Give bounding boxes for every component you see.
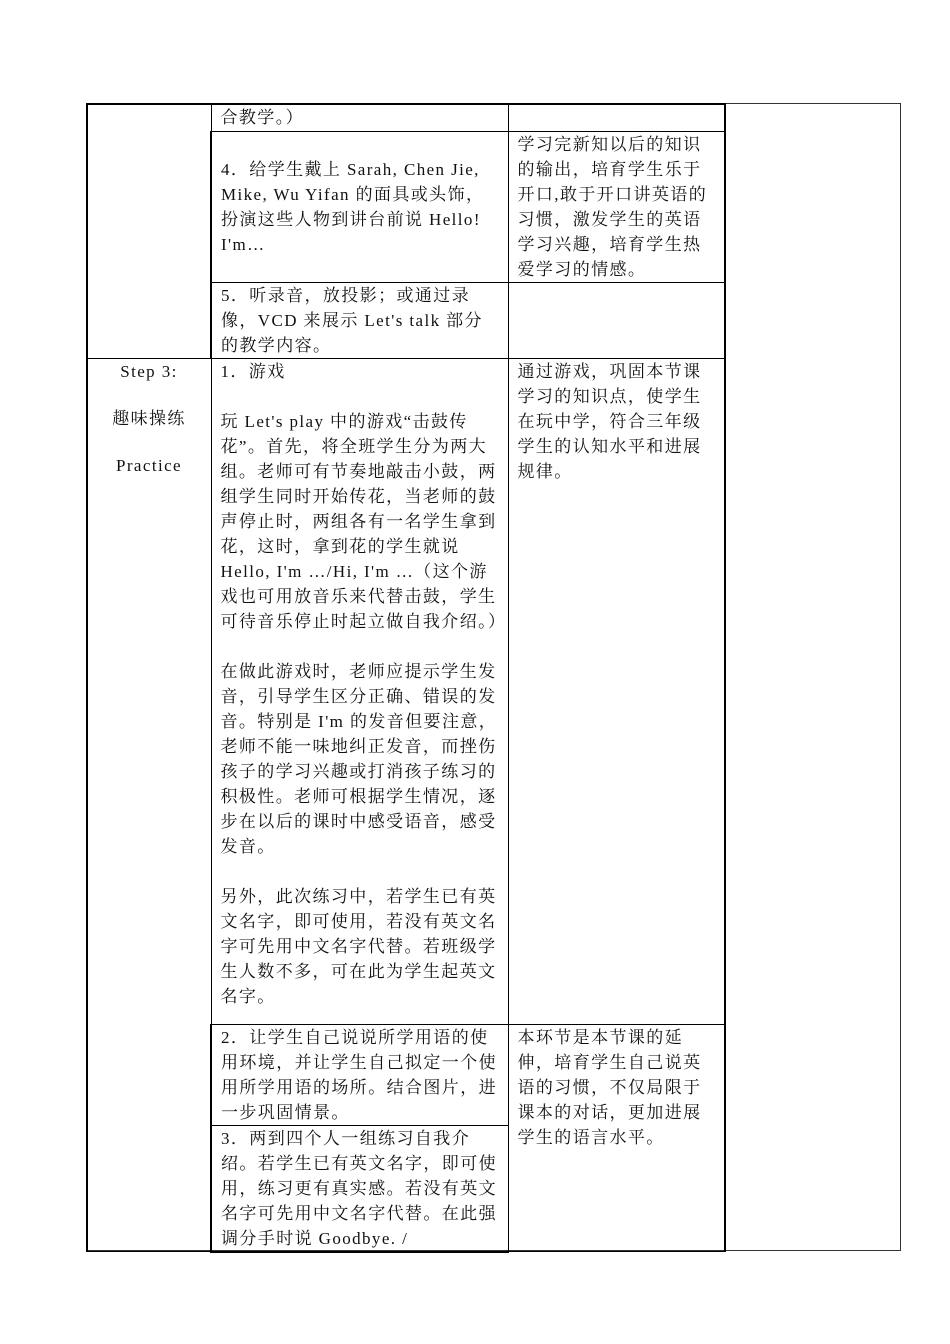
activity-2-text: 2．让学生自己说说所学用语的使用环境，并让学生自己拟定一个使用所学用语的场所。结合图片，进一步巩固情景。 xyxy=(221,1027,497,1122)
step-3-cell xyxy=(87,358,211,1252)
game-title: 1．游戏 xyxy=(220,361,286,381)
activity-cell xyxy=(211,1125,508,1252)
activity-4-note: 学习完新知以后的知识的输出，培育学生乐于开口,敢于开口讲英语的习惯，激发学生的英语学习兴趣，培育学生热爱学习的情感。 xyxy=(517,134,708,279)
activity-5-text: 5．听录音，放投影；或通过录像，VCD 来展示 Let's talk 部分的教学内容。 xyxy=(221,285,483,355)
activity-cell xyxy=(211,1024,508,1125)
step-name-cn: 趣味操练 xyxy=(112,408,186,428)
note-cell xyxy=(508,1024,725,1252)
note-cell xyxy=(508,131,725,282)
activity-3-text: 3．两到四个人一组练习自我介绍。若学生已有英文名字，即可使用，练习更有真实感。若没有英文名字可先用中文名字代替。在此强调分手时说 Goodbye. / xyxy=(221,1128,497,1248)
lesson-plan-table xyxy=(86,103,726,1253)
activity-cell xyxy=(211,358,508,1024)
game-note: 通过游戏，巩固本节课学习的知识点，使学生在玩中学，符合三年级学生的认知水平和进展规律。 xyxy=(517,361,702,481)
step-name-en: Practice xyxy=(116,455,182,475)
activity-cell xyxy=(211,104,508,131)
table-row xyxy=(87,104,725,131)
activity-cell xyxy=(211,282,508,358)
activity-4-text: 4．给学生戴上 Sarah, Chen Jie, Mike, Wu Yifan 的面具或头饰，扮演这些人物到讲台前说 Hello! I'm… xyxy=(221,159,485,254)
game-paragraph: 在做此游戏时，老师应提示学生发音，引导学生区分正确、错误的发音。特别是 I'm 的发音但要注意，老师不能一味地纠正发音，而挫伤孩子的学习兴趣或打消孩子练习的积极性。老师可根据学生情况，逐步在以后的课时中感受语音，感受发音。 xyxy=(220,661,498,856)
note-cell-empty xyxy=(508,104,725,131)
game-paragraph: 玩 Let's play 中的游戏“击鼓传花”。首先，将全班学生分为两大组。老师可有节奏地敲击小鼓，两组学生同时开始传花，当老师的鼓声停止时，两组各有一名学生拿到花，这时，拿到花的学生就说 Hello, I'm …/Hi, I'm …（这个游戏也可用放音乐来代替击鼓，学生可待音乐停止时起立做自我介绍。） xyxy=(220,411,507,631)
table-row xyxy=(87,358,725,1024)
game-paragraph: 另外，此次练习中，若学生已有英文名字，即可使用，若没有英文名字可先用中文名字代替。若班级学生人数不多，可在此为学生起英文名字。 xyxy=(220,886,497,1006)
activity-intro-tail: 合教学。） xyxy=(220,108,304,127)
activity-cell xyxy=(211,131,508,282)
extension-note: 本环节是本节课的延伸，培育学生自己说英语的习惯，不仅局限于课本的对话，更加进展学生的语言水平。 xyxy=(517,1027,702,1147)
note-cell xyxy=(508,358,725,1024)
step-cell-empty xyxy=(87,104,211,358)
step-label: Step 3: xyxy=(120,361,178,381)
note-cell-empty xyxy=(508,282,725,358)
